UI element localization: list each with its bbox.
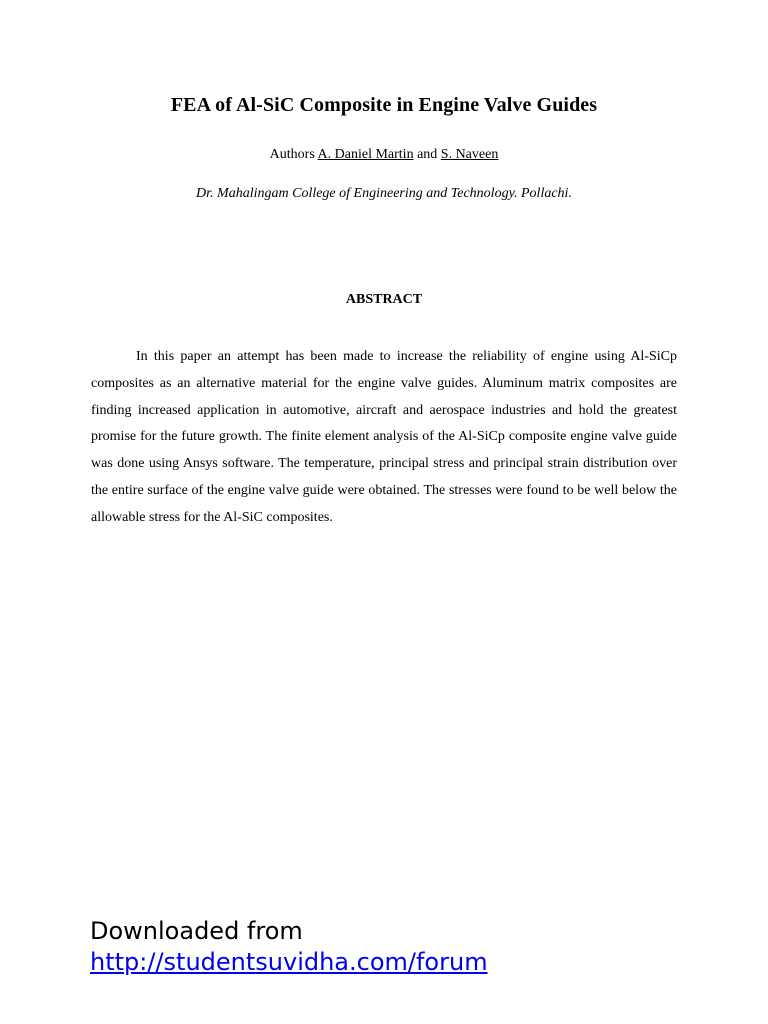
authors-prefix: Authors [269, 147, 315, 162]
downloaded-from-label: Downloaded from [90, 917, 303, 945]
abstract-heading: ABSTRACT [345, 292, 423, 307]
abstract-body: In this paper an attempt has been made to increase the reliability of engine using Al-SiCp composites as an alternative material for the engine valve guides. Aluminum matrix composites are finding increased application in automotive, aircraft and aerospace industries and hold the greatest promise for the future growth. The finite element analysis of the Al-SiCp composite engine valve guide was done using Ansys software. The temperature, principal stress and principal strain distribution over the entire surface of the engine valve guide were obtained. The stresses were found to be well below the allowable stress for the Al-SiC composites. [91, 349, 677, 525]
affiliation: Dr. Mahalingam College of Engineering and Technology. Pollachi. [196, 186, 572, 201]
author-link-daniel-martin[interactable]: A. Daniel Martin [317, 147, 414, 162]
paper-title: FEA of Al-SiC Composite in Engine Valve Guides [170, 94, 598, 116]
authors-line [0, 147, 768, 163]
forum-link[interactable]: http://studentsuvidha.com/forum [90, 948, 488, 976]
author-link-naveen[interactable]: S. Naveen [440, 147, 499, 162]
download-notice [90, 916, 488, 978]
authors-conjunction: and [417, 147, 438, 162]
